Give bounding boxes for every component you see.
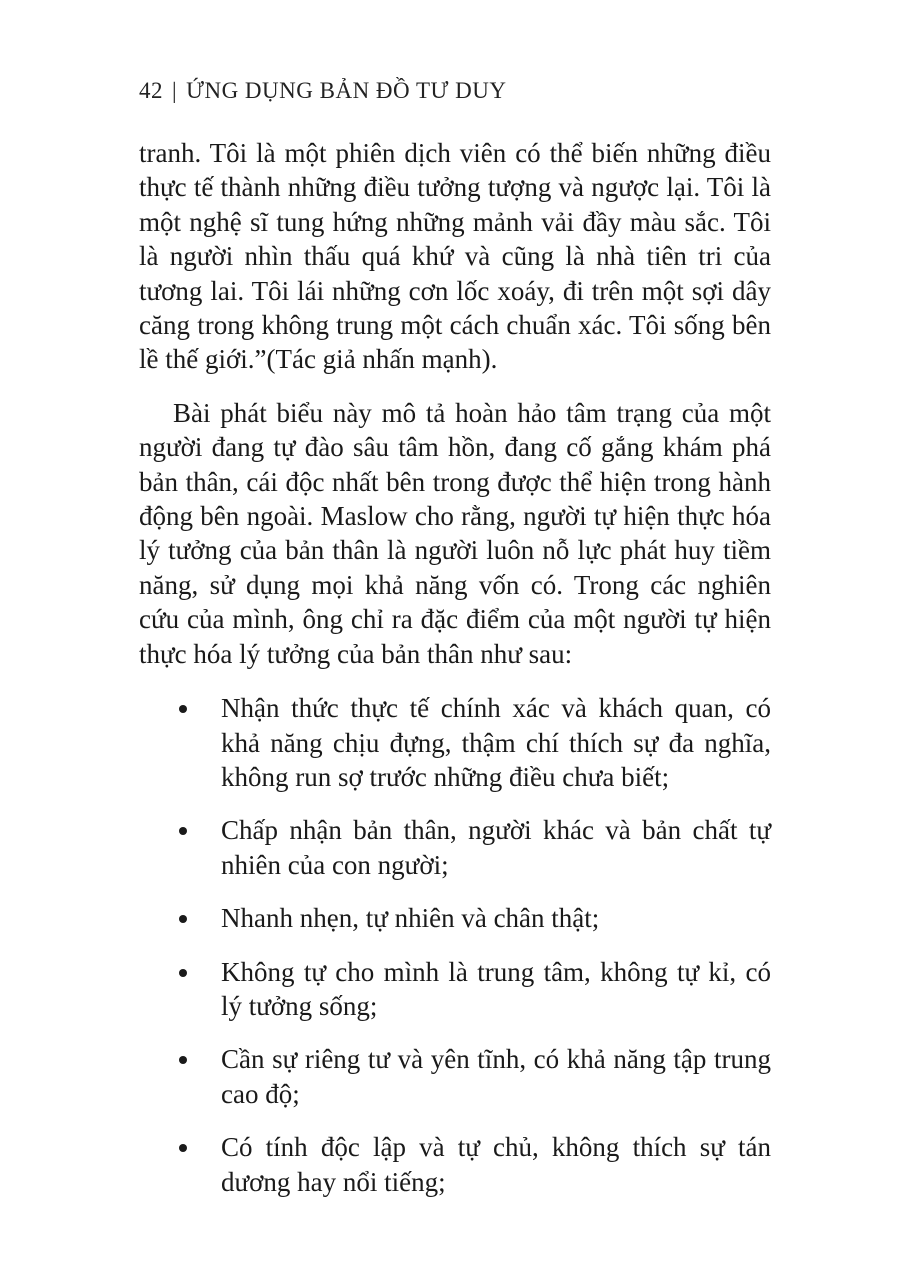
bullet-icon xyxy=(179,1056,187,1064)
list-item xyxy=(139,1130,771,1199)
list-item-text: Có tính độc lập và tự chủ, không thích sự tán dương hay nổi tiếng; xyxy=(221,1132,771,1197)
paragraph-continuation: tranh. Tôi là một phiên dịch viên có thể biến những điều thực tế thành những điều tưởng tượng và ngược lại. Tôi là một nghệ sĩ tung hứng những mảnh vải đầy màu sắc. Tôi là người nhìn thấu quá khứ và cũng là nhà tiên tri của tương lai. Tôi lái những cơn lốc xoáy, đi trên một sợi dây căng trong không trung một cách chuẩn xác. Tôi sống bên lề thế giới.”(Tác giả nhấn mạnh). xyxy=(139,138,771,375)
body-text xyxy=(139,136,771,1218)
bullet-icon xyxy=(179,705,187,713)
list-item xyxy=(139,955,771,1024)
bullet-icon xyxy=(179,915,187,923)
list-item-text: Không tự cho mình là trung tâm, không tự kỉ, có lý tưởng sống; xyxy=(221,956,771,1021)
header-separator: | xyxy=(172,78,178,103)
trait-list xyxy=(139,691,771,1199)
list-item-text: Chấp nhận bản thân, người khác và bản chất tự nhiên của con người; xyxy=(221,815,771,880)
list-item xyxy=(139,1042,771,1111)
bullet-icon xyxy=(179,969,187,977)
bullet-icon xyxy=(179,1144,187,1152)
page-number: 42 xyxy=(139,78,163,103)
paragraph-maslow: Bài phát biểu này mô tả hoàn hảo tâm trạng của một người đang tự đào sâu tâm hồn, đang cố gắng khám phá bản thân, cái độc nhất bên trong được thể hiện trong hành động bên ngoài. Maslow cho rằng, người tự hiện thực hóa lý tưởng của bản thân là người luôn nỗ lực phát huy tiềm năng, sử dụng mọi khả năng vốn có. Trong các nghiên cứu của mình, ông chỉ ra đặc điểm của một người tự hiện thực hóa lý tưởng của bản thân như sau: xyxy=(139,397,771,669)
list-item-text: Nhận thức thực tế chính xác và khách quan, có khả năng chịu đựng, thậm chí thích sự đa nghĩa, không run sợ trước những điều chưa biết; xyxy=(221,693,771,792)
book-title: ỨNG DỤNG BẢN ĐỒ TƯ DUY xyxy=(186,78,507,103)
list-item xyxy=(139,691,771,794)
list-item xyxy=(139,813,771,882)
list-item xyxy=(139,901,771,935)
list-item-text: Nhanh nhẹn, tự nhiên và chân thật; xyxy=(221,903,600,934)
bullet-icon xyxy=(179,827,187,835)
running-header xyxy=(139,78,506,104)
list-item-text: Cần sự riêng tư và yên tĩnh, có khả năng tập trung cao độ; xyxy=(221,1044,771,1109)
